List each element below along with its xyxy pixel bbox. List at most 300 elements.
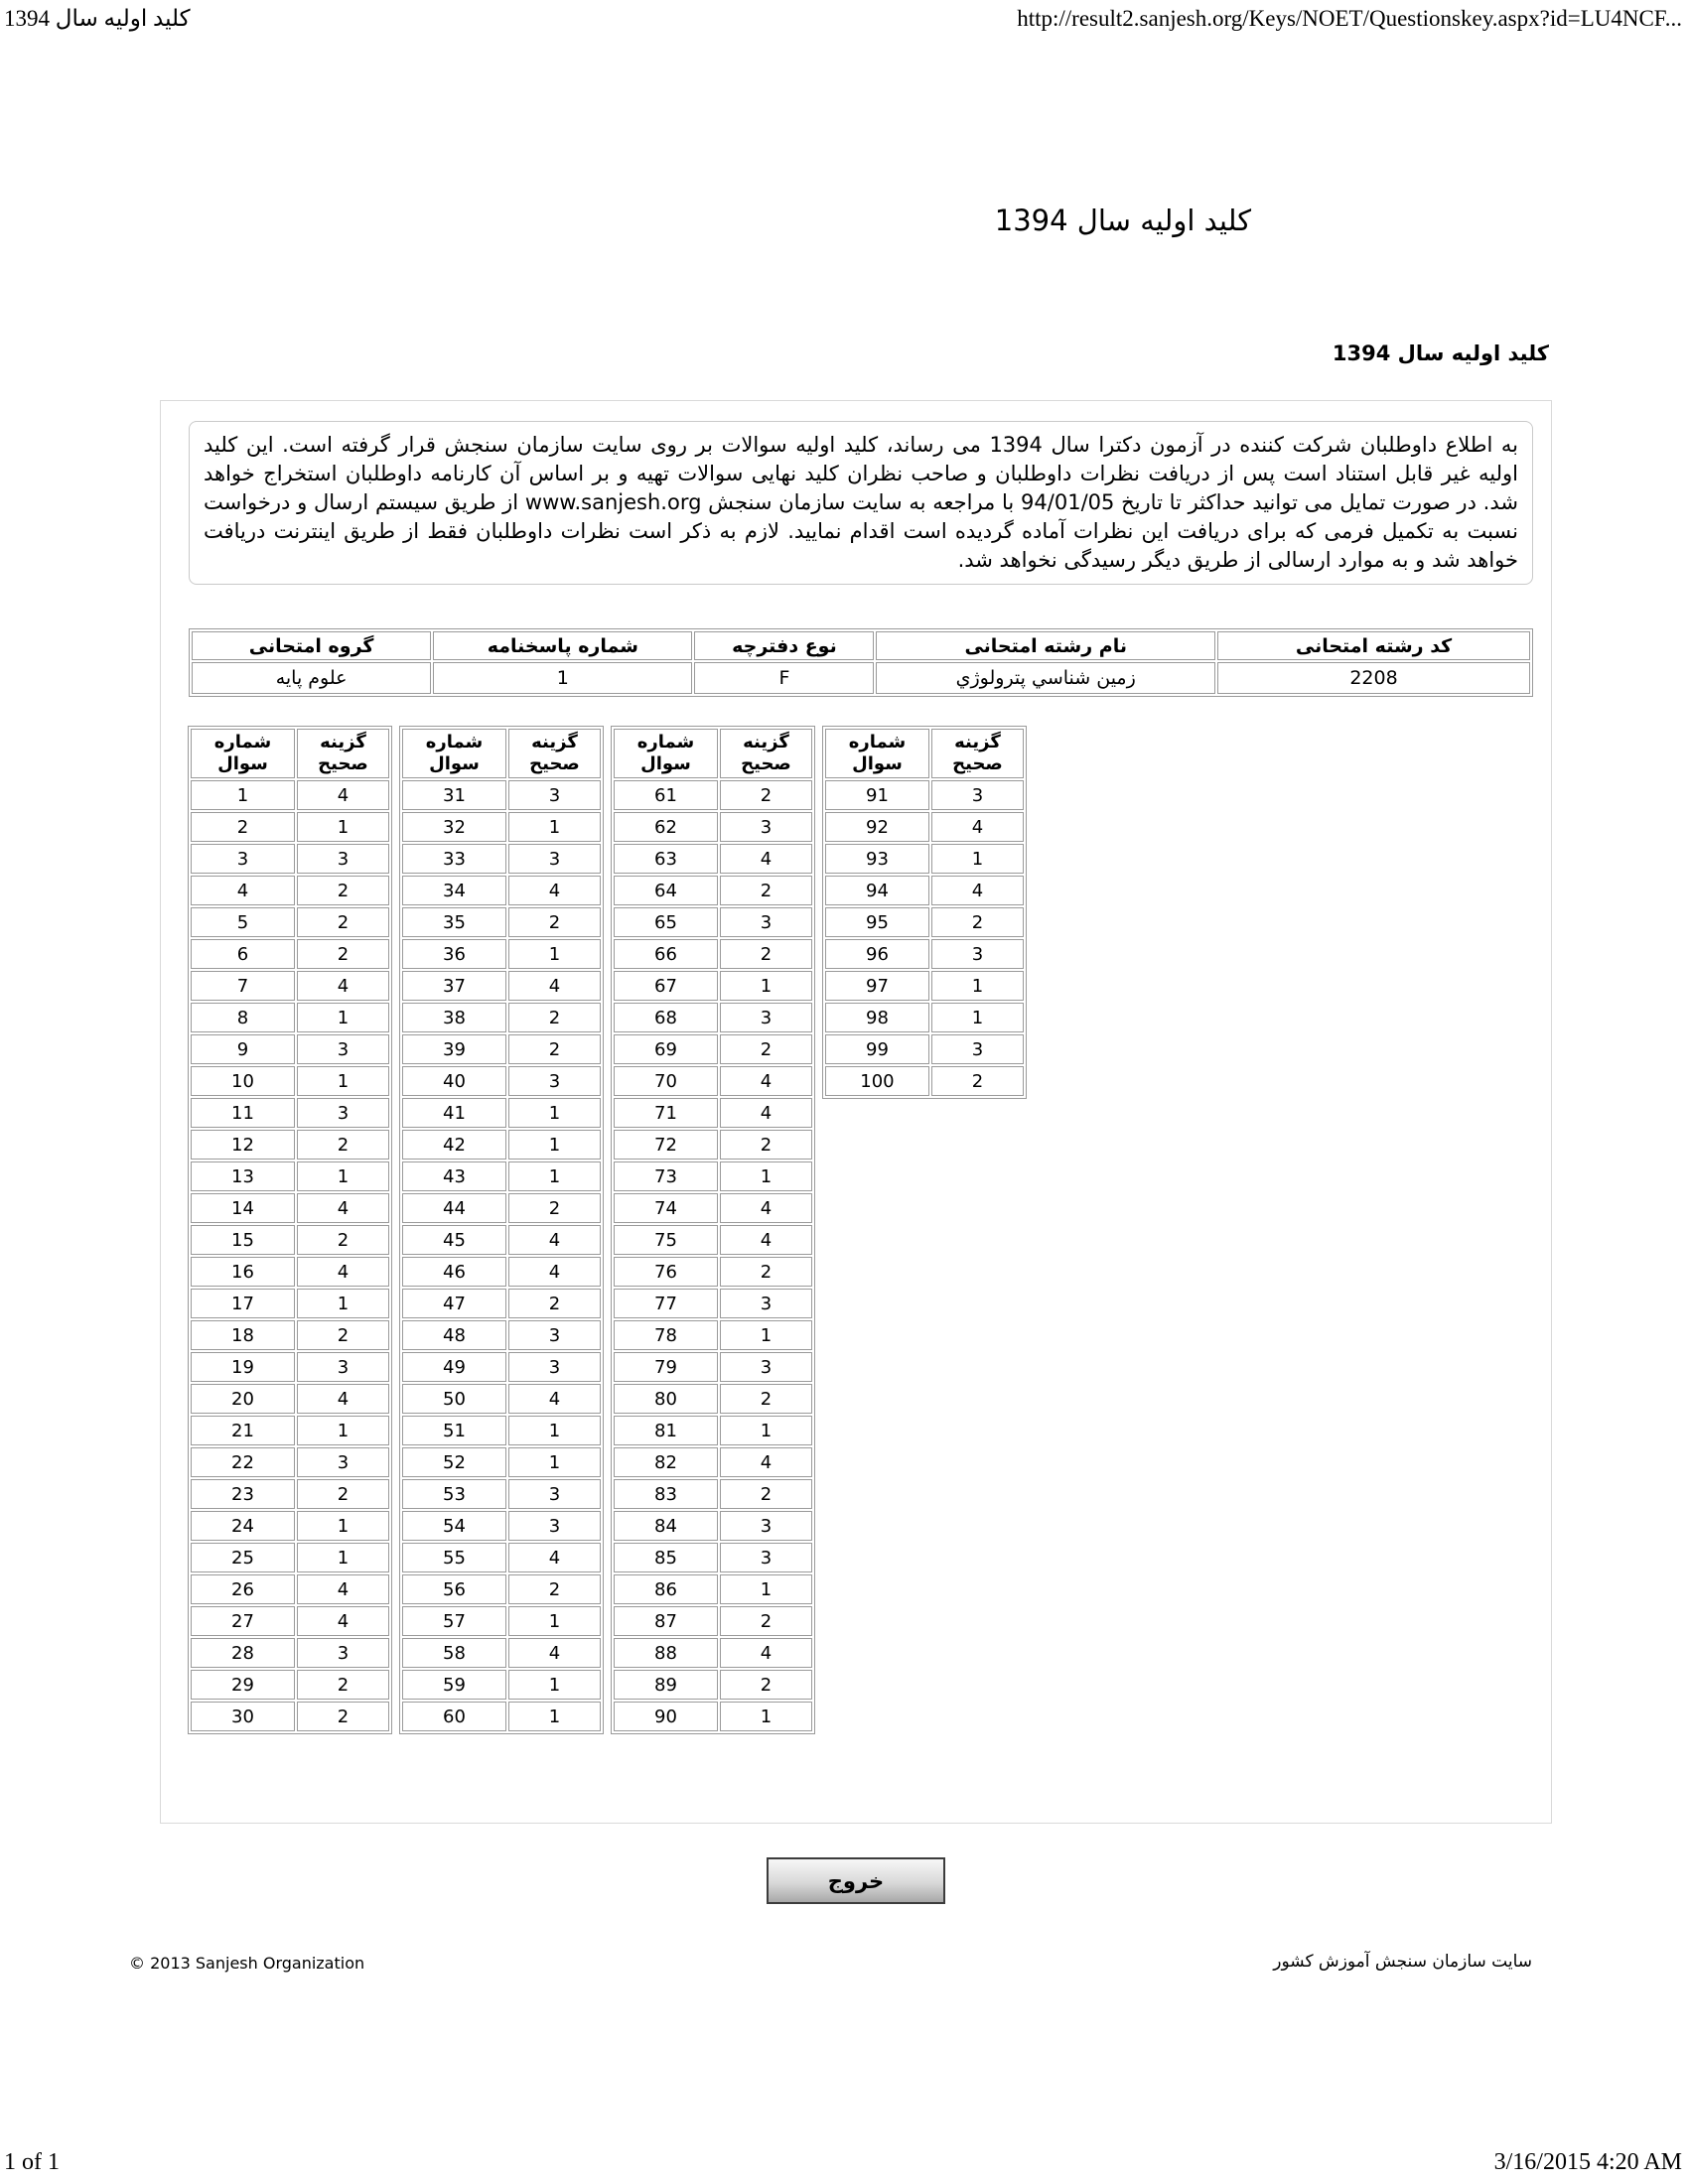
question-number-cell: 7 [191, 971, 295, 1001]
question-number-cell: 4 [191, 876, 295, 905]
question-number-cell: 84 [614, 1511, 718, 1541]
answer-row [614, 1320, 812, 1350]
answer-row [825, 876, 1024, 905]
answer-row [191, 1702, 389, 1731]
answer-row [402, 1606, 601, 1636]
answer-row [614, 1161, 812, 1191]
question-number-header: شماره سوال [191, 729, 295, 778]
question-number-cell: 34 [402, 876, 506, 905]
answer-row [402, 1479, 601, 1509]
question-number-cell: 33 [402, 844, 506, 874]
answer-row [614, 1543, 812, 1572]
answer-row [191, 1479, 389, 1509]
correct-option-cell: 3 [297, 1352, 389, 1382]
correct-option-cell: 1 [720, 1320, 812, 1350]
question-number-header: شماره سوال [825, 729, 929, 778]
answer-row [402, 1161, 601, 1191]
correct-option-cell: 4 [720, 1447, 812, 1477]
correct-option-header: گزینه صحیح [720, 729, 812, 778]
value-field-name: زمین شناسي پترولوژي [876, 662, 1215, 694]
answer-key-table-1 [188, 726, 392, 1734]
question-number-cell: 30 [191, 1702, 295, 1731]
answer-row [614, 1511, 812, 1541]
question-number-cell: 74 [614, 1193, 718, 1223]
answer-row [402, 971, 601, 1001]
answer-key-table-4 [822, 726, 1027, 1099]
correct-option-cell: 4 [297, 1257, 389, 1287]
correct-option-cell: 1 [931, 971, 1024, 1001]
question-number-cell: 60 [402, 1702, 506, 1731]
question-number-cell: 68 [614, 1003, 718, 1032]
correct-option-cell: 4 [931, 812, 1024, 842]
answer-row [825, 1034, 1024, 1064]
answer-row [191, 1003, 389, 1032]
correct-option-cell: 2 [720, 1384, 812, 1414]
question-number-cell: 88 [614, 1638, 718, 1668]
answer-row [191, 1543, 389, 1572]
answer-row [614, 780, 812, 810]
correct-option-cell: 3 [297, 1638, 389, 1668]
question-number-cell: 46 [402, 1257, 506, 1287]
question-number-cell: 36 [402, 939, 506, 969]
correct-option-cell: 2 [720, 1130, 812, 1160]
question-number-cell: 99 [825, 1034, 929, 1064]
correct-option-cell: 3 [931, 780, 1024, 810]
question-number-cell: 100 [825, 1066, 929, 1096]
question-number-cell: 2 [191, 812, 295, 842]
correct-option-cell: 3 [720, 1543, 812, 1572]
question-number-cell: 12 [191, 1130, 295, 1160]
answer-row [191, 780, 389, 810]
question-number-cell: 62 [614, 812, 718, 842]
page-title: کلید اولیه سال 1394 [994, 204, 1251, 237]
question-number-cell: 90 [614, 1702, 718, 1731]
print-header-doc-title: کلید اولیه سال 1394 [4, 6, 191, 31]
copyright-text: © 2013 Sanjesh Organization [129, 1954, 365, 1973]
answer-row [191, 939, 389, 969]
question-number-cell: 64 [614, 876, 718, 905]
correct-option-cell: 1 [931, 844, 1024, 874]
correct-option-cell: 1 [297, 1511, 389, 1541]
question-number-cell: 42 [402, 1130, 506, 1160]
answer-row [191, 812, 389, 842]
correct-option-cell: 2 [297, 1670, 389, 1700]
correct-option-cell: 4 [508, 1384, 601, 1414]
answer-row [614, 1479, 812, 1509]
answer-row [402, 1320, 601, 1350]
question-number-cell: 76 [614, 1257, 718, 1287]
info-table-value-row [192, 662, 1530, 694]
answer-row [402, 876, 601, 905]
answer-row [402, 1447, 601, 1477]
header-booklet-type: نوع دفترچه [694, 631, 874, 660]
question-number-cell: 65 [614, 907, 718, 937]
value-field-code: 2208 [1217, 662, 1530, 694]
correct-option-cell: 1 [720, 1161, 812, 1191]
question-number-cell: 38 [402, 1003, 506, 1032]
answer-row [614, 1225, 812, 1255]
question-number-cell: 77 [614, 1289, 718, 1318]
correct-option-cell: 2 [297, 939, 389, 969]
answer-row [402, 1289, 601, 1318]
question-number-cell: 63 [614, 844, 718, 874]
answer-row [402, 1130, 601, 1160]
question-number-cell: 81 [614, 1416, 718, 1445]
answer-row [402, 907, 601, 937]
answer-row [614, 1098, 812, 1128]
site-name-text: سایت سازمان سنجش آموزش کشور [1273, 1952, 1532, 1972]
answer-row [191, 1511, 389, 1541]
correct-option-cell: 3 [508, 1511, 601, 1541]
answer-row [402, 1193, 601, 1223]
question-number-cell: 28 [191, 1638, 295, 1668]
question-number-cell: 8 [191, 1003, 295, 1032]
correct-option-cell: 1 [931, 1003, 1024, 1032]
answer-row [614, 971, 812, 1001]
correct-option-cell: 3 [508, 1066, 601, 1096]
question-number-cell: 56 [402, 1574, 506, 1604]
question-number-cell: 11 [191, 1098, 295, 1128]
print-footer-timestamp: 3/16/2015 4:20 AM [1493, 2149, 1682, 2175]
question-number-cell: 37 [402, 971, 506, 1001]
answer-table-header-row [614, 729, 812, 778]
print-header-url: http://result2.sanjesh.org/Keys/NOET/Questionskey.aspx?id=LU4NCF... [1017, 6, 1682, 31]
answer-row [191, 1161, 389, 1191]
answer-row [825, 1003, 1024, 1032]
question-number-cell: 69 [614, 1034, 718, 1064]
correct-option-cell: 3 [297, 1098, 389, 1128]
correct-option-cell: 4 [297, 1574, 389, 1604]
answer-row [191, 1320, 389, 1350]
answer-row [614, 876, 812, 905]
answer-row [614, 1447, 812, 1477]
answer-row [825, 971, 1024, 1001]
question-number-cell: 73 [614, 1161, 718, 1191]
question-number-cell: 67 [614, 971, 718, 1001]
answer-row [402, 1638, 601, 1668]
correct-option-cell: 1 [508, 1670, 601, 1700]
question-number-cell: 24 [191, 1511, 295, 1541]
correct-option-cell: 3 [931, 1034, 1024, 1064]
info-table-header-row [192, 631, 1530, 660]
answer-tables [188, 726, 1027, 1734]
answer-row [191, 1130, 389, 1160]
print-footer-page-count: 1 of 1 [4, 2149, 60, 2175]
question-number-cell: 31 [402, 780, 506, 810]
correct-option-cell: 3 [508, 1352, 601, 1382]
question-number-cell: 26 [191, 1574, 295, 1604]
answer-key-table-2 [399, 726, 604, 1734]
question-number-cell: 39 [402, 1034, 506, 1064]
question-number-cell: 98 [825, 1003, 929, 1032]
answer-row [402, 1225, 601, 1255]
question-number-cell: 86 [614, 1574, 718, 1604]
question-number-cell: 54 [402, 1511, 506, 1541]
answer-row [402, 844, 601, 874]
answer-row [402, 939, 601, 969]
correct-option-cell: 2 [508, 1193, 601, 1223]
question-number-cell: 5 [191, 907, 295, 937]
answer-row [614, 1574, 812, 1604]
correct-option-cell: 2 [720, 1034, 812, 1064]
question-number-cell: 96 [825, 939, 929, 969]
header-exam-group: گروه امتحانی [192, 631, 431, 660]
correct-option-cell: 2 [297, 1702, 389, 1731]
question-number-cell: 20 [191, 1384, 295, 1414]
question-number-cell: 13 [191, 1161, 295, 1191]
answer-row [191, 907, 389, 937]
question-number-cell: 57 [402, 1606, 506, 1636]
correct-option-cell: 3 [720, 1289, 812, 1318]
question-number-cell: 87 [614, 1606, 718, 1636]
answer-row [402, 1416, 601, 1445]
correct-option-cell: 4 [720, 1066, 812, 1096]
answer-row [191, 876, 389, 905]
question-number-cell: 85 [614, 1543, 718, 1572]
answer-row [614, 1670, 812, 1700]
answer-row [825, 1066, 1024, 1096]
question-number-cell: 22 [191, 1447, 295, 1477]
answer-key-table-3 [611, 726, 815, 1734]
question-number-cell: 91 [825, 780, 929, 810]
correct-option-cell: 3 [297, 844, 389, 874]
answer-row [614, 1130, 812, 1160]
correct-option-cell: 2 [508, 1574, 601, 1604]
correct-option-cell: 2 [508, 1289, 601, 1318]
answer-row [191, 1447, 389, 1477]
correct-option-cell: 4 [508, 1543, 601, 1572]
correct-option-cell: 3 [931, 939, 1024, 969]
question-number-cell: 43 [402, 1161, 506, 1191]
correct-option-cell: 2 [720, 1606, 812, 1636]
answer-row [191, 971, 389, 1001]
notice-box: به اطلاع داوطلبان شرکت کننده در آزمون دکترا سال 1394 می رساند، کلید اولیه سوالات بر روی سایت سازمان سنجش قرار گرفته است. این کلید اولیه غیر قابل استناد است پس از دریافت نظرات داوطلبان و صاحب نظران کلید نهایی سوالات تهیه و بر اساس آن کارنامه داوطلبان استخراج خواهد شد. در صورت تمایل می توانید حداکثر تا تاریخ 94/01/05 با مراجعه به سایت سازمان سنجش www.sanjesh.org از طریق سیستم ارسال و درخواست نسبت به تکمیل فرمی که برای دریافت این نظرات آماده گردیده است اقدام نمایید. لازم به ذکر است نظرات داوطلبان فقط از طریق اینترنت دریافت خواهد شد و به موارد ارسالی از طریق دیگر رسیدگی نخواهد شد. [189, 421, 1533, 585]
question-number-cell: 25 [191, 1543, 295, 1572]
correct-option-cell: 1 [297, 1066, 389, 1096]
answer-row [191, 1257, 389, 1287]
answer-row [191, 1225, 389, 1255]
answer-row [825, 780, 1024, 810]
correct-option-cell: 4 [297, 1193, 389, 1223]
answer-row [614, 939, 812, 969]
correct-option-cell: 2 [508, 907, 601, 937]
correct-option-cell: 3 [297, 1034, 389, 1064]
question-number-cell: 94 [825, 876, 929, 905]
question-number-header: شماره سوال [614, 729, 718, 778]
header-answersheet-number: شماره پاسخنامه [433, 631, 692, 660]
correct-option-cell: 2 [720, 1479, 812, 1509]
answer-row [614, 1416, 812, 1445]
answer-row [614, 1003, 812, 1032]
answer-row [402, 1257, 601, 1287]
correct-option-cell: 1 [508, 1130, 601, 1160]
question-number-cell: 92 [825, 812, 929, 842]
correct-option-cell: 1 [508, 1606, 601, 1636]
answer-row [191, 1638, 389, 1668]
question-number-cell: 17 [191, 1289, 295, 1318]
answer-row [402, 1066, 601, 1096]
correct-option-cell: 1 [297, 1161, 389, 1191]
correct-option-cell: 2 [297, 907, 389, 937]
correct-option-header: گزینه صحیح [931, 729, 1024, 778]
question-number-cell: 52 [402, 1447, 506, 1477]
correct-option-cell: 1 [297, 1003, 389, 1032]
answer-row [614, 1606, 812, 1636]
correct-option-cell: 3 [508, 844, 601, 874]
question-number-cell: 71 [614, 1098, 718, 1128]
question-number-cell: 66 [614, 939, 718, 969]
correct-option-cell: 2 [931, 1066, 1024, 1096]
correct-option-cell: 2 [720, 1257, 812, 1287]
answer-table-header-row [191, 729, 389, 778]
question-number-cell: 10 [191, 1066, 295, 1096]
correct-option-cell: 1 [508, 812, 601, 842]
question-number-cell: 15 [191, 1225, 295, 1255]
correct-option-cell: 3 [508, 780, 601, 810]
answer-row [402, 1543, 601, 1572]
answer-row [191, 1352, 389, 1382]
answer-row [191, 1606, 389, 1636]
correct-option-cell: 3 [508, 1320, 601, 1350]
question-number-cell: 95 [825, 907, 929, 937]
question-number-cell: 50 [402, 1384, 506, 1414]
correct-option-cell: 3 [720, 1511, 812, 1541]
correct-option-header: گزینه صحیح [297, 729, 389, 778]
correct-option-cell: 4 [720, 1638, 812, 1668]
correct-option-cell: 1 [297, 1543, 389, 1572]
answer-row [614, 1289, 812, 1318]
correct-option-cell: 1 [508, 1702, 601, 1731]
correct-option-cell: 4 [720, 1193, 812, 1223]
correct-option-cell: 2 [720, 876, 812, 905]
correct-option-cell: 2 [508, 1034, 601, 1064]
answer-row [402, 780, 601, 810]
answer-row [614, 1352, 812, 1382]
answer-row [402, 1384, 601, 1414]
question-number-cell: 21 [191, 1416, 295, 1445]
correct-option-cell: 1 [720, 1702, 812, 1731]
question-number-cell: 49 [402, 1352, 506, 1382]
question-number-cell: 75 [614, 1225, 718, 1255]
question-number-cell: 16 [191, 1257, 295, 1287]
question-number-cell: 51 [402, 1416, 506, 1445]
answer-row [825, 844, 1024, 874]
question-number-cell: 6 [191, 939, 295, 969]
answer-row [825, 907, 1024, 937]
question-number-cell: 32 [402, 812, 506, 842]
correct-option-cell: 4 [508, 1225, 601, 1255]
correct-option-cell: 2 [297, 1320, 389, 1350]
correct-option-cell: 2 [720, 939, 812, 969]
correct-option-cell: 4 [297, 971, 389, 1001]
correct-option-cell: 3 [720, 1003, 812, 1032]
correct-option-cell: 2 [297, 876, 389, 905]
answer-row [614, 1257, 812, 1287]
answer-row [614, 812, 812, 842]
answer-row [614, 844, 812, 874]
answer-row [191, 1034, 389, 1064]
answer-row [402, 1098, 601, 1128]
question-number-cell: 55 [402, 1543, 506, 1572]
answer-row [402, 1574, 601, 1604]
value-exam-group: علوم پایه [192, 662, 431, 694]
correct-option-cell: 3 [720, 907, 812, 937]
answer-table-header-row [402, 729, 601, 778]
exam-info-table [189, 628, 1533, 697]
correct-option-cell: 1 [508, 1447, 601, 1477]
question-number-cell: 47 [402, 1289, 506, 1318]
question-number-cell: 53 [402, 1479, 506, 1509]
answer-row [402, 1352, 601, 1382]
question-number-cell: 48 [402, 1320, 506, 1350]
answer-row [191, 1098, 389, 1128]
answer-row [825, 812, 1024, 842]
correct-option-cell: 1 [508, 1416, 601, 1445]
question-number-cell: 14 [191, 1193, 295, 1223]
correct-option-cell: 2 [297, 1479, 389, 1509]
answer-row [402, 1003, 601, 1032]
correct-option-cell: 2 [508, 1003, 601, 1032]
question-number-cell: 97 [825, 971, 929, 1001]
answer-row [614, 1384, 812, 1414]
correct-option-cell: 4 [508, 1638, 601, 1668]
correct-option-cell: 1 [508, 1098, 601, 1128]
answer-table-header-row [825, 729, 1024, 778]
correct-option-cell: 2 [720, 780, 812, 810]
correct-option-cell: 2 [931, 907, 1024, 937]
header-field-code: کد رشته امتحانی [1217, 631, 1530, 660]
correct-option-cell: 4 [297, 1384, 389, 1414]
question-number-cell: 18 [191, 1320, 295, 1350]
answer-row [402, 1670, 601, 1700]
question-number-cell: 1 [191, 780, 295, 810]
correct-option-cell: 4 [508, 876, 601, 905]
question-number-cell: 72 [614, 1130, 718, 1160]
question-number-cell: 29 [191, 1670, 295, 1700]
correct-option-cell: 3 [297, 1447, 389, 1477]
correct-option-cell: 2 [720, 1670, 812, 1700]
question-number-header: شماره سوال [402, 729, 506, 778]
correct-option-cell: 4 [720, 844, 812, 874]
value-booklet-type: F [694, 662, 874, 694]
answer-row [614, 1066, 812, 1096]
question-number-cell: 80 [614, 1384, 718, 1414]
question-number-cell: 45 [402, 1225, 506, 1255]
question-number-cell: 70 [614, 1066, 718, 1096]
correct-option-cell: 1 [297, 1289, 389, 1318]
header-field-name: نام رشته امتحانی [876, 631, 1215, 660]
correct-option-cell: 4 [297, 780, 389, 810]
content-box [160, 400, 1552, 1824]
question-number-cell: 27 [191, 1606, 295, 1636]
answer-row [191, 1289, 389, 1318]
answer-row [402, 1034, 601, 1064]
answer-row [614, 1638, 812, 1668]
answer-row [402, 812, 601, 842]
answer-row [191, 1670, 389, 1700]
exit-button[interactable]: خروج [767, 1857, 945, 1904]
answer-row [191, 1416, 389, 1445]
correct-option-header: گزینه صحیح [508, 729, 601, 778]
question-number-cell: 83 [614, 1479, 718, 1509]
correct-option-cell: 4 [508, 971, 601, 1001]
question-number-cell: 78 [614, 1320, 718, 1350]
question-number-cell: 44 [402, 1193, 506, 1223]
question-number-cell: 61 [614, 780, 718, 810]
answer-row [191, 1066, 389, 1096]
question-number-cell: 82 [614, 1447, 718, 1477]
answer-row [402, 1511, 601, 1541]
